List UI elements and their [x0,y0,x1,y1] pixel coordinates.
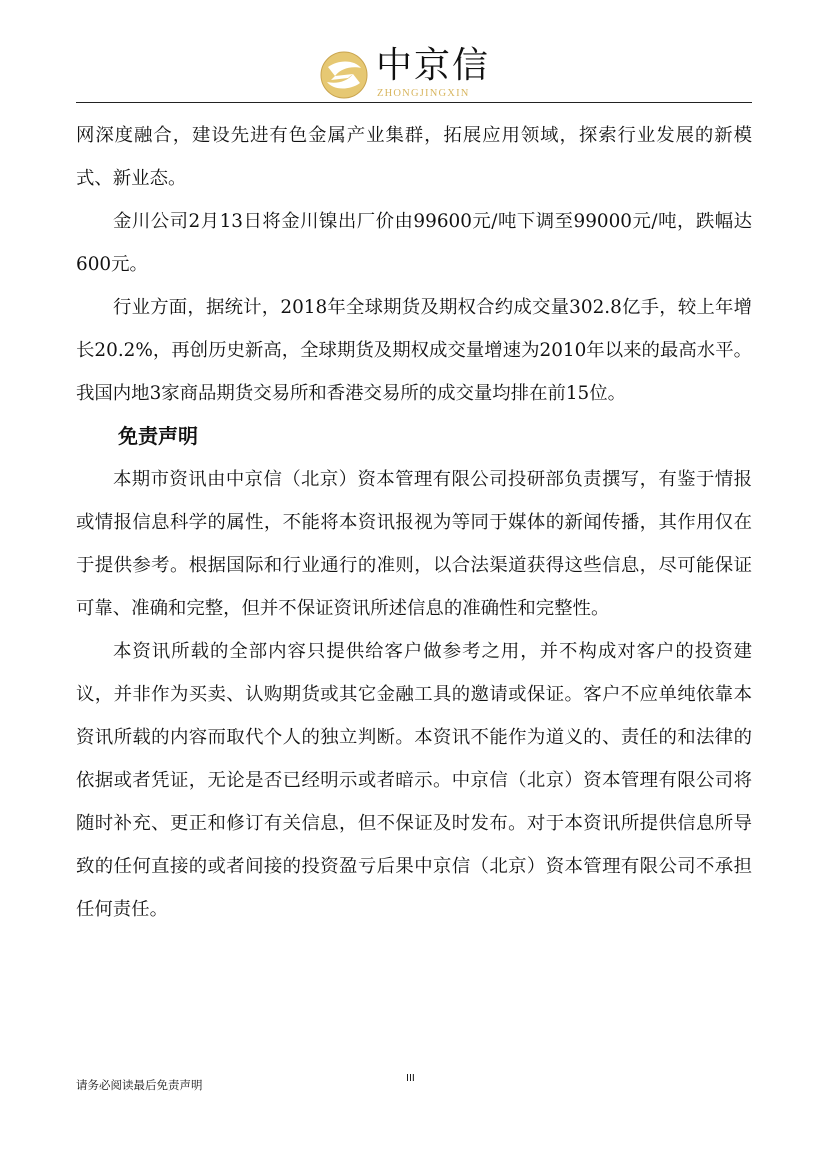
header-divider [76,102,752,103]
body-paragraph: 金川公司2月13日将金川镍出厂价由99600元/吨下调至99000元/吨，跌幅达600元。 [76,211,752,275]
page-number: III [406,1073,415,1084]
disclaimer-title: 免责声明 [118,424,198,448]
body-paragraph: 行业方面，据统计，2018年全球期货及期权合约成交量302.8亿手，较上年增长20.2%，再创历史新高，全球期货及期权成交量增速为2010年以来的最高水平。我国内地3家商品期货交易所和香港交易所的成交量均排在前15位。 [76,297,752,404]
body-paragraph: 网深度融合，建设先进有色金属产业集群，拓展应用领域，探索行业发展的新模式、新业态。 [76,125,752,189]
zhongjingxin-logo-icon [319,50,369,100]
page-header [0,44,827,100]
disclaimer-paragraph: 本资讯所载的全部内容只提供给客户做参考之用，并不构成对客户的投资建议，并非作为买卖、认购期货或其它金融工具的邀请或保证。客户不应单纯依靠本资讯所载的内容而取代个人的独立判断。本资讯不能作为道义的、责任的和法律的依据或者凭证，无论是否已经明示或者暗示。中京信（北京）资本管理有限公司将随时补充、更正和修订有关信息，但不保证及时发布。对于本资讯所提供信息所导致的任何直接的或者间接的投资盈亏后果中京信（北京）资本管理有限公司不承担任何责任。 [76,641,752,920]
disclaimer-paragraph: 本期市资讯由中京信（北京）资本管理有限公司投研部负责撰写，有鉴于情报或情报信息科学的属性，不能将本资讯报视为等同于媒体的新闻传播，其作用仅在于提供参考。根据国际和行业通行的准则，以合法渠道获得这些信息，尽可能保证可靠、准确和完整，但并不保证资讯所述信息的准确性和完整性。 [76,469,752,619]
footer-note: 请务必阅读最后免责声明 [76,1078,203,1092]
brand-romanized: ZHONGJINGXIN [377,88,470,99]
brand-name: 中京信 [376,45,491,86]
document-body [76,114,752,931]
